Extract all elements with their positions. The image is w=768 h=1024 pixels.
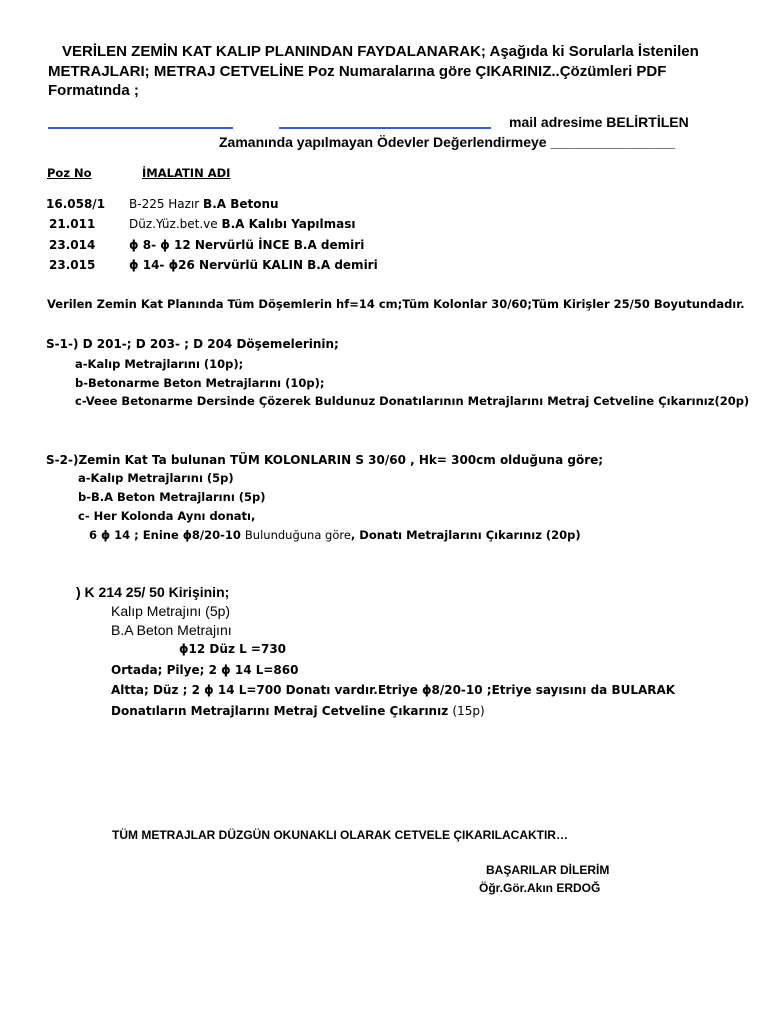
question-2-title: S-2-)Zemin Kat Ta bulunan TÜM KOLONLARIN S 30/60 , Hk= 300cm olduğuna göre; bbox=[46, 453, 604, 467]
rebar-bottom-straight: Altta; Düz ; 2 ϕ 14 L=700 Donatı vardır.Etriye ϕ8/20-10 ;Etriye sayısını da BULARAK bbox=[111, 683, 676, 697]
poz-number: 23.014 bbox=[49, 238, 96, 252]
footer-note: TÜM METRAJLAR DÜZGÜN OKUNAKLI OLARAK CETVELE ÇIKARILACAKTIR… bbox=[112, 828, 568, 842]
poz-number: 21.011 bbox=[49, 217, 96, 231]
deadline-text: Zamanında yapılmayan Ödevler Değerlendirmeye ________________ bbox=[219, 134, 676, 150]
question-1-a: a-Kalıp Metrajlarını (10p); bbox=[75, 357, 244, 371]
question-1-c: c-Veee Betonarme Dersinde Çözerek Buldunuz Donatılarının Metrajlarını Metraj Cetveline Çıkarınız(20p) bbox=[75, 394, 750, 408]
question-2-d: 6 ϕ 14 ; Enine ϕ8/20-10 Bulunduğuna göre, Donatı Metrajlarını Çıkarınız (20p) bbox=[89, 528, 581, 542]
header-line-3: Formatında ; bbox=[48, 82, 139, 99]
mail-label: mail adresime BELİRTİLEN bbox=[509, 114, 689, 130]
question-2-c: c- Her Kolonda Aynı donatı, bbox=[78, 509, 256, 523]
header-line-1: VERİLEN ZEMİN KAT KALIP PLANINDAN FAYDALANARAK; Aşağıda ki Sorularla İstenilen bbox=[62, 43, 699, 60]
rebar-straight-top: ϕ12 Düz L =730 bbox=[179, 642, 287, 656]
email-blank-line-2 bbox=[279, 127, 491, 129]
poz-description: ϕ 8- ϕ 12 Nervürlü İNCE B.A demiri bbox=[129, 238, 365, 252]
col-header-name: İMALATIN ADI bbox=[142, 166, 231, 180]
signature: Öğr.Gör.Akın ERDOĞ bbox=[479, 881, 601, 895]
email-blank-line-1 bbox=[48, 127, 233, 129]
question-1-b: b-Betonarme Beton Metrajlarını (10p); bbox=[75, 376, 325, 390]
question-3-a: Kalıp Metrajını (5p) bbox=[111, 603, 231, 619]
question-3-title: ) K 214 25/ 50 Kirişinin; bbox=[76, 584, 230, 600]
question-2-b: b-B.A Beton Metrajlarını (5p) bbox=[78, 490, 266, 504]
closing-wish: BAŞARILAR DİLERİM bbox=[486, 863, 610, 877]
question-3-b: B.A Beton Metrajını bbox=[111, 622, 232, 638]
poz-number: 16.058/1 bbox=[46, 197, 106, 211]
question-1-title: S-1-) D 201-; D 203- ; D 204 Döşemelerinin; bbox=[46, 337, 339, 351]
question-3-instruction: Donatıların Metrajlarını Metraj Cetveline Çıkarınız (15p) bbox=[111, 704, 485, 718]
question-2-a: a-Kalıp Metrajlarını (5p) bbox=[78, 471, 234, 485]
header-line-2: METRAJLARI; METRAJ CETVELİNE Poz Numaralarına göre ÇIKARINIZ..Çözümleri PDF bbox=[48, 63, 667, 80]
poz-description: Düz.Yüz.bet.ve B.A Kalıbı Yapılması bbox=[129, 217, 356, 231]
rebar-middle-bent: Ortada; Pilye; 2 ϕ 14 L=860 bbox=[111, 663, 299, 677]
poz-description: ϕ 14- ϕ26 Nervürlü KALIN B.A demiri bbox=[129, 258, 378, 272]
col-header-poz: Poz No bbox=[47, 166, 92, 180]
poz-description: B-225 Hazır B.A Betonu bbox=[129, 197, 279, 211]
poz-number: 23.015 bbox=[49, 258, 96, 272]
dimensions-info: Verilen Zemin Kat Planında Tüm Döşemlerin hf=14 cm;Tüm Kolonlar 30/60;Tüm Kirişler 25/50 Boyutundadır. bbox=[47, 297, 745, 311]
